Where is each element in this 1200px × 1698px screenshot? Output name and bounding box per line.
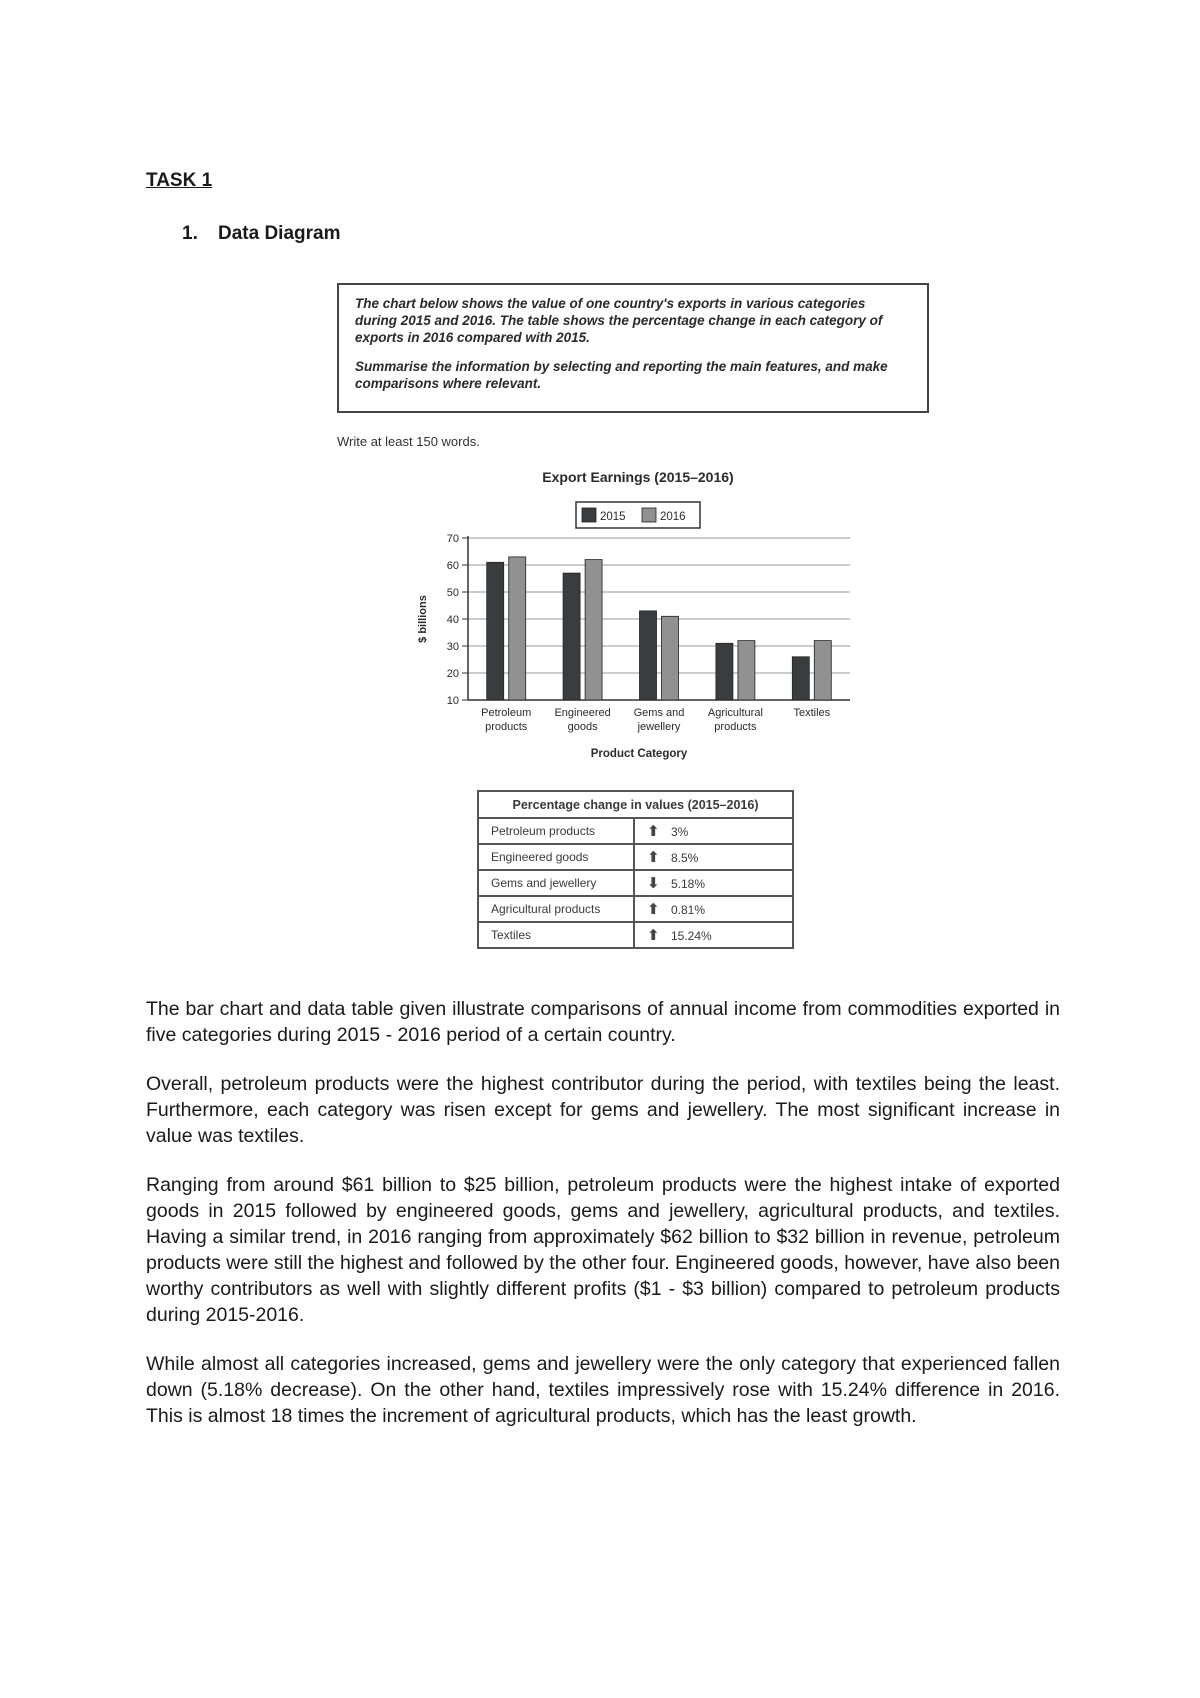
table-cell-category: Textiles [478, 922, 634, 948]
y-tick-label-60: 60 [446, 560, 459, 572]
y-axis-label: $ billions [417, 595, 429, 643]
prompt-paragraph-2: Summarise the information by selecting and reporting the main features, and make comparisons where relevant. [355, 359, 888, 391]
x-tick-label-0-0: Petroleum [481, 707, 532, 719]
x-tick-label-1-1: goods [567, 721, 598, 733]
task-title: TASK 1 [146, 170, 213, 191]
table-cell-category: Agricultural products [478, 896, 634, 922]
table-cell-category: Engineered goods [478, 844, 634, 870]
y-tick-label-10: 10 [446, 695, 459, 707]
x-tick-label-2-0: Gems and [633, 707, 685, 719]
table-cell-value [634, 870, 793, 896]
arrow-up-icon: ⬆ [647, 901, 660, 918]
essay-paragraph-3: Ranging from around $61 billion to $25 billion, petroleum products were the highest intake of exported goods in 2015 followed by engineered goods, gems and jewellery, agricultural products, and textiles. Having a similar trend, in 2016 ranging from approximately $62 billion to $32 billion in revenue, petroleum products were still the highest and followed by the other four. Engineered goods, however, have also been worthy contributors as well with slightly different profits ($1 - $3 billion) compared to petroleum products during 2015-2016. [146, 1174, 1060, 1326]
bar-2015-2 [640, 611, 657, 700]
x-tick-label-1-0: Engineered [554, 707, 611, 719]
x-tick-label-0-1: products [485, 721, 528, 733]
percent-value: 15.24% [671, 929, 712, 943]
bar-2016-1 [585, 560, 602, 700]
legend-label-2015: 2015 [600, 511, 626, 523]
y-tick-label-30: 30 [446, 641, 459, 653]
table-cell-value [634, 896, 793, 922]
table-row [478, 818, 793, 844]
bar-2016-3 [738, 641, 755, 700]
arrow-up-icon: ⬆ [647, 823, 660, 840]
x-tick-label-4-0: Textiles [793, 707, 831, 719]
bar-2016-2 [662, 616, 679, 700]
legend-swatch-2016 [642, 508, 656, 522]
word-count-note: Write at least 150 words. [337, 434, 480, 449]
table-cell-value [634, 922, 793, 948]
legend-swatch-2015 [582, 508, 596, 522]
table-header: Percentage change in values (2015–2016) [478, 791, 793, 818]
export-earnings-chart [330, 462, 870, 762]
percent-value: 5.18% [671, 877, 706, 891]
table-row [478, 870, 793, 896]
bar-2015-0 [487, 562, 504, 700]
y-tick-label-70: 70 [446, 533, 459, 545]
x-tick-label-3-0: Agricultural [707, 707, 763, 719]
task-prompt-box [337, 283, 929, 413]
y-tick-label-50: 50 [446, 587, 459, 599]
table-cell-value [634, 844, 793, 870]
essay-body [146, 996, 1060, 1452]
percentage-change-table [477, 790, 794, 949]
y-tick-label-20: 20 [446, 668, 459, 680]
prompt-paragraph-1: The chart below shows the value of one country's exports in various categories during 2015 and 2016. The table shows the percentage change in each category of exports in 2016 compared with 2015. [355, 296, 883, 345]
essay-paragraph-2: Overall, petroleum products were the highest contributor during the period, with textiles being the least. Furthermore, each category was risen except for gems and jewellery. The most significant increase in value was textiles. [146, 1073, 1060, 1147]
x-axis-label: Product Category [590, 748, 688, 760]
bar-2015-4 [792, 657, 809, 700]
arrow-down-icon: ⬇ [647, 875, 660, 892]
chart-title: Export Earnings (2015–2016) [542, 469, 734, 485]
essay-paragraph-4: While almost all categories increased, gems and jewellery were the only category that experienced fallen down (5.18% decrease). On the other hand, textiles impressively rose with 15.24% difference in 2016. This is almost 18 times the increment of agricultural products, which has the least growth. [146, 1353, 1060, 1427]
x-tick-label-2-1: jewellery [637, 721, 681, 733]
table-cell-category: Gems and jewellery [478, 870, 634, 896]
y-tick-label-40: 40 [446, 614, 459, 626]
bar-2015-3 [716, 643, 733, 700]
percent-value: 3% [671, 825, 689, 839]
x-tick-label-3-1: products [714, 721, 757, 733]
table-row [478, 896, 793, 922]
section-title: Data Diagram [218, 223, 341, 244]
bar-2016-0 [509, 557, 526, 700]
table-header-row [478, 791, 793, 818]
percent-value: 8.5% [671, 851, 699, 865]
section-number: 1. [182, 223, 198, 244]
arrow-up-icon: ⬆ [647, 927, 660, 944]
table-row [478, 844, 793, 870]
arrow-up-icon: ⬆ [647, 849, 660, 866]
bar-2016-4 [814, 641, 831, 700]
legend-label-2016: 2016 [660, 511, 686, 523]
table-cell-value [634, 818, 793, 844]
table-cell-category: Petroleum products [478, 818, 634, 844]
percent-value: 0.81% [671, 903, 706, 917]
bar-2015-1 [563, 573, 580, 700]
essay-paragraph-1: The bar chart and data table given illustrate comparisons of annual income from commodities exported in five categories during 2015 - 2016 period of a certain country. [146, 998, 1060, 1046]
table-row [478, 922, 793, 948]
